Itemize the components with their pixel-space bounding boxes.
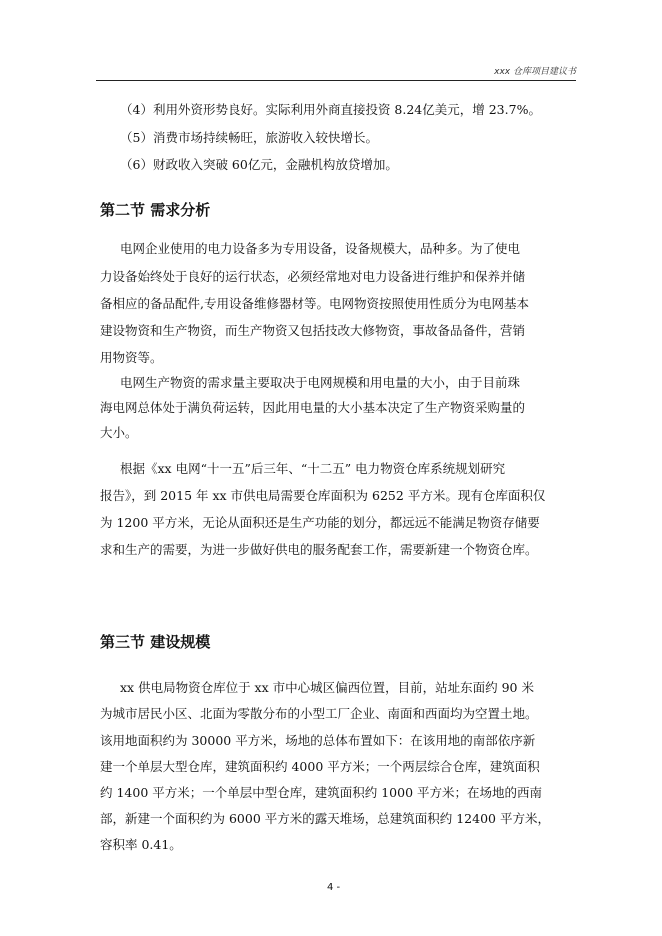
- page-number: 4 -: [327, 882, 341, 893]
- paragraph-line: 容积率 0.41。: [100, 837, 182, 852]
- paragraph-line: 该用地面积约为 30000 平方米，场地的总体布置如下：在该用地的南部依序新: [100, 733, 536, 748]
- paragraph-line: 用物资等。: [100, 350, 163, 365]
- paragraph-line: 海电网总体处于满负荷运转，因此用电量的大小基本决定了生产物资采购量的: [100, 400, 526, 415]
- paragraph-line: 大小。: [100, 425, 138, 440]
- paragraph-line: 电网企业使用的电力设备多为专用设备，设备规模大，品种多。为了使电: [120, 241, 521, 256]
- list-item: （6）财政收入突破 60亿元，金融机构放贷增加。: [120, 157, 398, 172]
- header-divider: [96, 80, 576, 81]
- paragraph-line: 电网生产物资的需求量主要取决于电网规模和用电量的大小，由于目前珠: [120, 375, 521, 390]
- paragraph-line: 建设物资和生产物资，而生产物资又包括技改大修物资，事故备品备件，营销: [100, 323, 526, 338]
- paragraph-line: 力设备始终处于良好的运行状态，必须经常地对电力设备进行维护和保养并储: [100, 269, 526, 284]
- paragraph-line: 建一个单层大型仓库，建筑面积约 4000 平方米；一个两层综合仓库，建筑面积: [100, 759, 540, 774]
- paragraph-line: 报告》，到 2015 年 xx 市供电局需要仓库面积为 6252 平方米。现有仓库面积仅: [100, 488, 546, 503]
- paragraph-line: 为城市居民小区、北面为零散分布的小型工厂企业、南面和西面均为空置土地。: [100, 706, 538, 721]
- paragraph-line: 部，新建一个面积约为 6000 平方米的露天堆场，总建筑面积约 12400 平方米，: [100, 811, 550, 826]
- paragraph-line: xx 供电局物资仓库位于 xx 市中心城区偏西位置，目前，站址东面约 90 米: [120, 680, 534, 695]
- list-item: （4）利用外资形势良好。实际利用外商直接投资 8.24亿美元，增 23.7%。: [120, 102, 541, 117]
- document-header-title: xxx 仓库项目建议书: [494, 67, 576, 77]
- paragraph-line: 备相应的备品配件,专用设备维修器材等。电网物资按照使用性质分为电网基本: [100, 296, 529, 311]
- paragraph-line: 根据《xx 电网“十一五”后三年、“十二五” 电力物资仓库系统规划研究: [120, 461, 506, 476]
- list-item: （5）消费市场持续畅旺，旅游收入较快增长。: [120, 130, 378, 145]
- paragraph-line: 约 1400 平方米；一个单层中型仓库，建筑面积约 1000 平方米；在场地的西南: [100, 785, 543, 800]
- section-heading-demand-analysis: 第二节 需求分析: [100, 201, 211, 219]
- paragraph-line: 求和生产的需要，为进一步做好供电的服务配套工作，需要新建一个物资仓库。: [100, 542, 538, 557]
- paragraph-line: 为 1200 平方米，无论从面积还是生产功能的划分，都远远不能满足物资存储要: [100, 515, 540, 530]
- section-heading-construction-scale: 第三节 建设规模: [100, 633, 211, 651]
